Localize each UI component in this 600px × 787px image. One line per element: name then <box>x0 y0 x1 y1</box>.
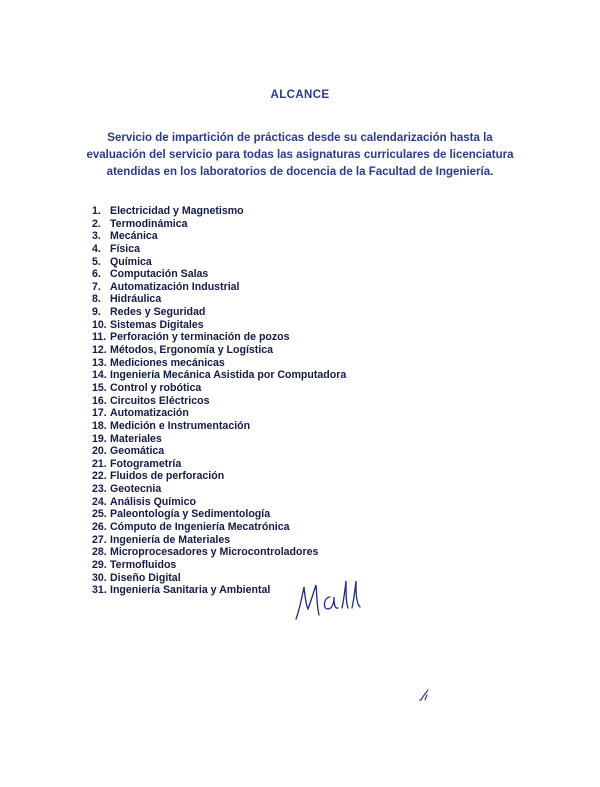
subject-item <box>92 496 346 509</box>
subject-number: 17. <box>92 407 107 420</box>
subject-item <box>92 407 346 420</box>
subject-number: 3. <box>92 230 101 243</box>
subject-item <box>92 319 346 332</box>
subject-number: 27. <box>92 533 107 546</box>
subject-item <box>92 218 346 231</box>
subject-item <box>92 458 346 471</box>
subject-item <box>92 382 346 395</box>
subject-number: 5. <box>92 255 101 268</box>
subject-number: 15. <box>92 381 107 394</box>
subject-number: 4. <box>92 242 101 255</box>
subject-item <box>92 420 346 433</box>
subject-name: Circuitos Eléctricos <box>110 394 210 407</box>
subject-name: Química <box>110 255 152 268</box>
subject-item <box>92 534 346 547</box>
subject-name: Control y robótica <box>110 381 202 394</box>
subject-name: Paleontología y Sedimentología <box>110 508 271 521</box>
subject-name: Física <box>110 242 141 255</box>
subject-name: Termodinámica <box>110 217 188 230</box>
subject-item <box>92 268 346 281</box>
subject-number: 8. <box>92 293 101 306</box>
subject-name: Sistemas Digitales <box>110 318 204 331</box>
subject-number: 9. <box>92 306 101 319</box>
subject-name: Electricidad y Magnetismo <box>110 205 244 217</box>
subject-number: 23. <box>92 483 107 496</box>
subject-number: 2. <box>92 217 101 230</box>
subject-number: 11. <box>92 331 107 344</box>
subject-item <box>92 205 346 218</box>
subject-number: 12. <box>92 344 107 357</box>
initial-mark <box>418 688 432 702</box>
subject-name: Fluidos de perforación <box>110 470 225 483</box>
subject-number: 29. <box>92 558 107 571</box>
subject-name: Termofluidos <box>110 558 177 571</box>
subject-name: Fotogrametría <box>110 457 182 470</box>
subject-name: Perforación y terminación de pozos <box>110 331 290 344</box>
subject-item <box>92 256 346 269</box>
subject-name: Geomática <box>110 445 165 458</box>
subject-number: 21. <box>92 457 107 470</box>
subject-item <box>92 521 346 534</box>
subject-name: Hidráulica <box>110 293 162 306</box>
subject-name: Mecánica <box>110 230 158 243</box>
subject-name: Geotecnia <box>110 483 162 496</box>
subject-number: 1. <box>92 205 101 217</box>
subject-name: Ingeniería Mecánica Asistida por Computadora <box>110 369 347 382</box>
subject-number: 30. <box>92 571 107 584</box>
page-heading: ALCANCE <box>270 89 330 101</box>
subject-name: Computación Salas <box>110 268 209 281</box>
subject-number: 19. <box>92 432 107 445</box>
subject-item <box>92 357 346 370</box>
subject-number: 16. <box>92 394 107 407</box>
scope-description: Servicio de impartición de prácticas desde su calendarización hasta la evaluación del servicio para todas las asignaturas curriculares de licenciatura atendidas en los laboratorios de docencia de la Facultad de Ingeniería. <box>86 132 514 178</box>
subject-name: Análisis Químico <box>110 495 196 508</box>
subject-number: 18. <box>92 419 107 432</box>
subject-name: Métodos, Ergonomía y Logística <box>110 344 274 357</box>
subject-item <box>92 433 346 446</box>
subject-item <box>92 344 346 357</box>
subject-name: Redes y Seguridad <box>110 306 206 319</box>
subject-item <box>92 243 346 256</box>
subject-name: Materiales <box>110 432 162 445</box>
subject-item <box>92 470 346 483</box>
subject-item <box>92 281 346 294</box>
subject-item <box>92 331 346 344</box>
subject-number: 22. <box>92 470 107 483</box>
subject-number: 25. <box>92 508 107 521</box>
subject-item <box>92 559 346 572</box>
subject-name: Ingeniería Sanitaria y Ambiental <box>110 584 271 597</box>
subject-item <box>92 230 346 243</box>
subject-name: Mediciones mecánicas <box>110 356 225 369</box>
subject-number: 31. <box>92 584 107 597</box>
subject-item <box>92 306 346 319</box>
subject-name: Cómputo de Ingeniería Mecatrónica <box>110 521 290 534</box>
subject-item <box>92 508 346 521</box>
subject-item <box>92 546 346 559</box>
subject-number: 14. <box>92 369 107 382</box>
subject-number: 13. <box>92 356 107 369</box>
subject-number: 6. <box>92 268 101 281</box>
subject-name: Ingeniería de Materiales <box>110 533 231 546</box>
subject-name: Medición e Instrumentación <box>110 419 251 432</box>
subject-name: Automatización <box>110 407 189 420</box>
subject-item <box>92 483 346 496</box>
subject-number: 28. <box>92 546 107 559</box>
subject-item <box>92 395 346 408</box>
subject-item <box>92 293 346 306</box>
subject-number: 7. <box>92 280 101 293</box>
subject-name: Automatización Industrial <box>110 280 240 293</box>
subject-number: 24. <box>92 495 107 508</box>
subject-list <box>92 205 346 597</box>
subject-name: Diseño Digital <box>110 571 181 584</box>
subject-item <box>92 369 346 382</box>
subject-number: 26. <box>92 521 107 534</box>
signature-handwritten <box>290 575 370 625</box>
subject-name: Microprocesadores y Microcontroladores <box>110 546 319 559</box>
subject-number: 10. <box>92 318 107 331</box>
subject-item <box>92 445 346 458</box>
subject-number: 20. <box>92 445 107 458</box>
